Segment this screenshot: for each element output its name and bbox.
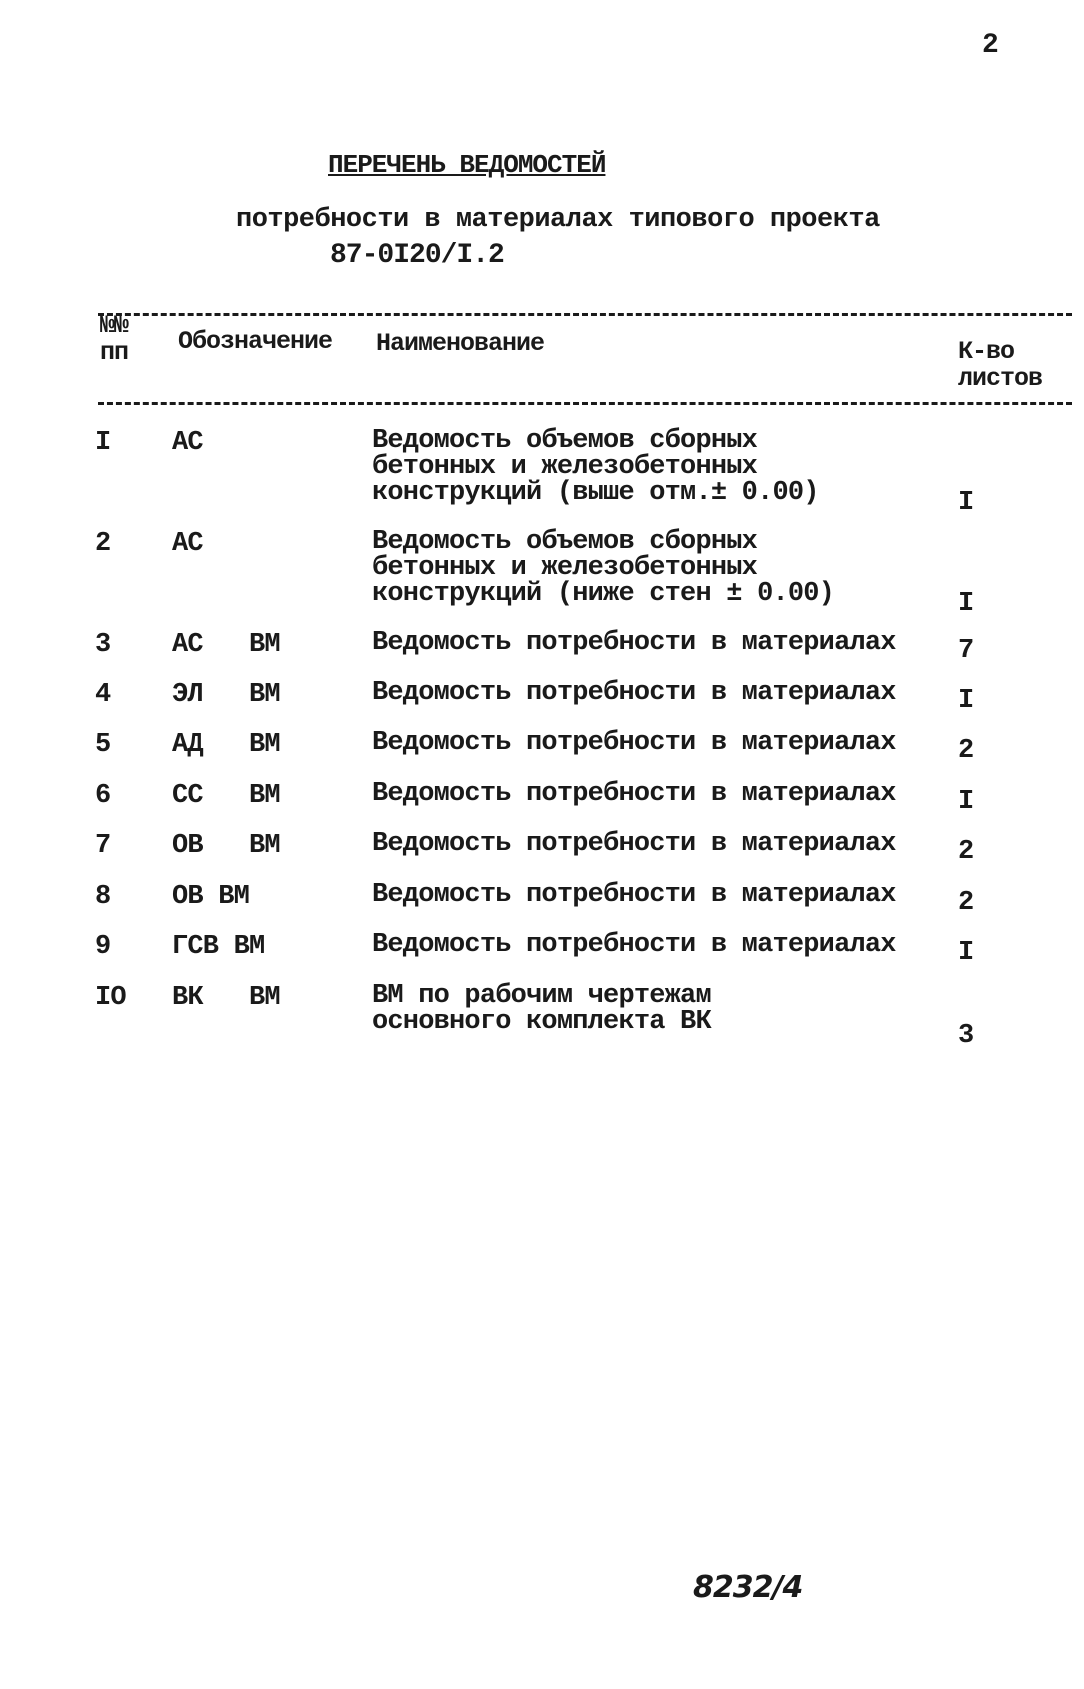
row-name xyxy=(372,529,912,607)
row-count: I xyxy=(958,938,974,968)
row-code: ОВ ВМ xyxy=(172,882,250,912)
header-num: №№ пп xyxy=(100,311,129,367)
row-count: I xyxy=(958,787,974,817)
row-code: АС ВМ xyxy=(172,630,280,660)
table-header-divider-top xyxy=(98,313,1072,316)
row-name-line: ВМ по рабочим чертежам xyxy=(372,981,711,1011)
row-code: ЭЛ ВМ xyxy=(172,680,280,710)
row-count: 3 xyxy=(958,1021,974,1051)
row-code: АС xyxy=(172,529,203,559)
row-num: I xyxy=(95,428,111,458)
row-code: АД ВМ xyxy=(172,730,280,760)
row-count: 2 xyxy=(958,837,974,867)
row-count: 2 xyxy=(958,888,974,918)
row-name-line: конструкций (выше отм.± 0.00) xyxy=(372,478,819,508)
row-num: 7 xyxy=(95,831,111,861)
row-name-line: Ведомость потребности в материалах xyxy=(372,829,896,859)
row-name-line: бетонных и железобетонных xyxy=(372,553,758,583)
row-name-line: конструкций (ниже стен ± 0.00) xyxy=(372,579,835,609)
page-number: 2 xyxy=(982,30,999,61)
header-name: Наименование xyxy=(376,329,545,358)
row-name xyxy=(372,428,912,506)
row-num: 2 xyxy=(95,529,111,559)
row-name xyxy=(372,680,912,706)
row-name xyxy=(372,882,912,908)
row-name-line: бетонных и железобетонных xyxy=(372,452,758,482)
row-count: I xyxy=(958,488,974,518)
header-count: К-во листов xyxy=(958,337,1043,393)
row-name-line: Ведомость потребности в материалах xyxy=(372,678,896,708)
row-name xyxy=(372,831,912,857)
row-name xyxy=(372,730,912,756)
row-code: ВК ВМ xyxy=(172,983,280,1013)
row-count: I xyxy=(958,589,974,619)
row-name xyxy=(372,932,912,958)
document-subtitle: потребности в материалах типового проекта xyxy=(236,205,880,235)
row-count: 2 xyxy=(958,736,974,766)
archive-stamp: 8232/4 xyxy=(693,1570,803,1605)
row-name-line: Ведомость объемов сборных xyxy=(372,527,758,557)
row-name xyxy=(372,983,912,1035)
row-name-line: Ведомость потребности в материалах xyxy=(372,628,896,658)
row-count: I xyxy=(958,686,974,716)
document-title: ПЕРЕЧЕНЬ ВЕДОМОСТЕЙ xyxy=(328,150,606,180)
row-count: 7 xyxy=(958,636,974,666)
table-header-divider-bottom xyxy=(98,402,1072,405)
project-code: 87-0I20/I.2 xyxy=(330,240,504,271)
row-name-line: основного комплекта ВК xyxy=(372,1007,711,1037)
row-name-line: Ведомость объемов сборных xyxy=(372,426,758,456)
row-name-line: Ведомость потребности в материалах xyxy=(372,779,896,809)
row-code: ГСВ ВМ xyxy=(172,932,265,962)
row-num: IO xyxy=(95,983,126,1013)
row-name-line: Ведомость потребности в материалах xyxy=(372,728,896,758)
row-num: 4 xyxy=(95,680,111,710)
row-code: АС xyxy=(172,428,203,458)
row-num: 5 xyxy=(95,730,111,760)
row-code: СС ВМ xyxy=(172,781,280,811)
row-name-line: Ведомость потребности в материалах xyxy=(372,880,896,910)
row-num: 8 xyxy=(95,882,111,912)
row-num: 6 xyxy=(95,781,111,811)
row-num: 9 xyxy=(95,932,111,962)
header-code: Обозначение xyxy=(178,327,333,356)
row-name xyxy=(372,781,912,807)
row-name xyxy=(372,630,912,656)
row-name-line: Ведомость потребности в материалах xyxy=(372,930,896,960)
row-code: ОВ ВМ xyxy=(172,831,280,861)
row-num: 3 xyxy=(95,630,111,660)
